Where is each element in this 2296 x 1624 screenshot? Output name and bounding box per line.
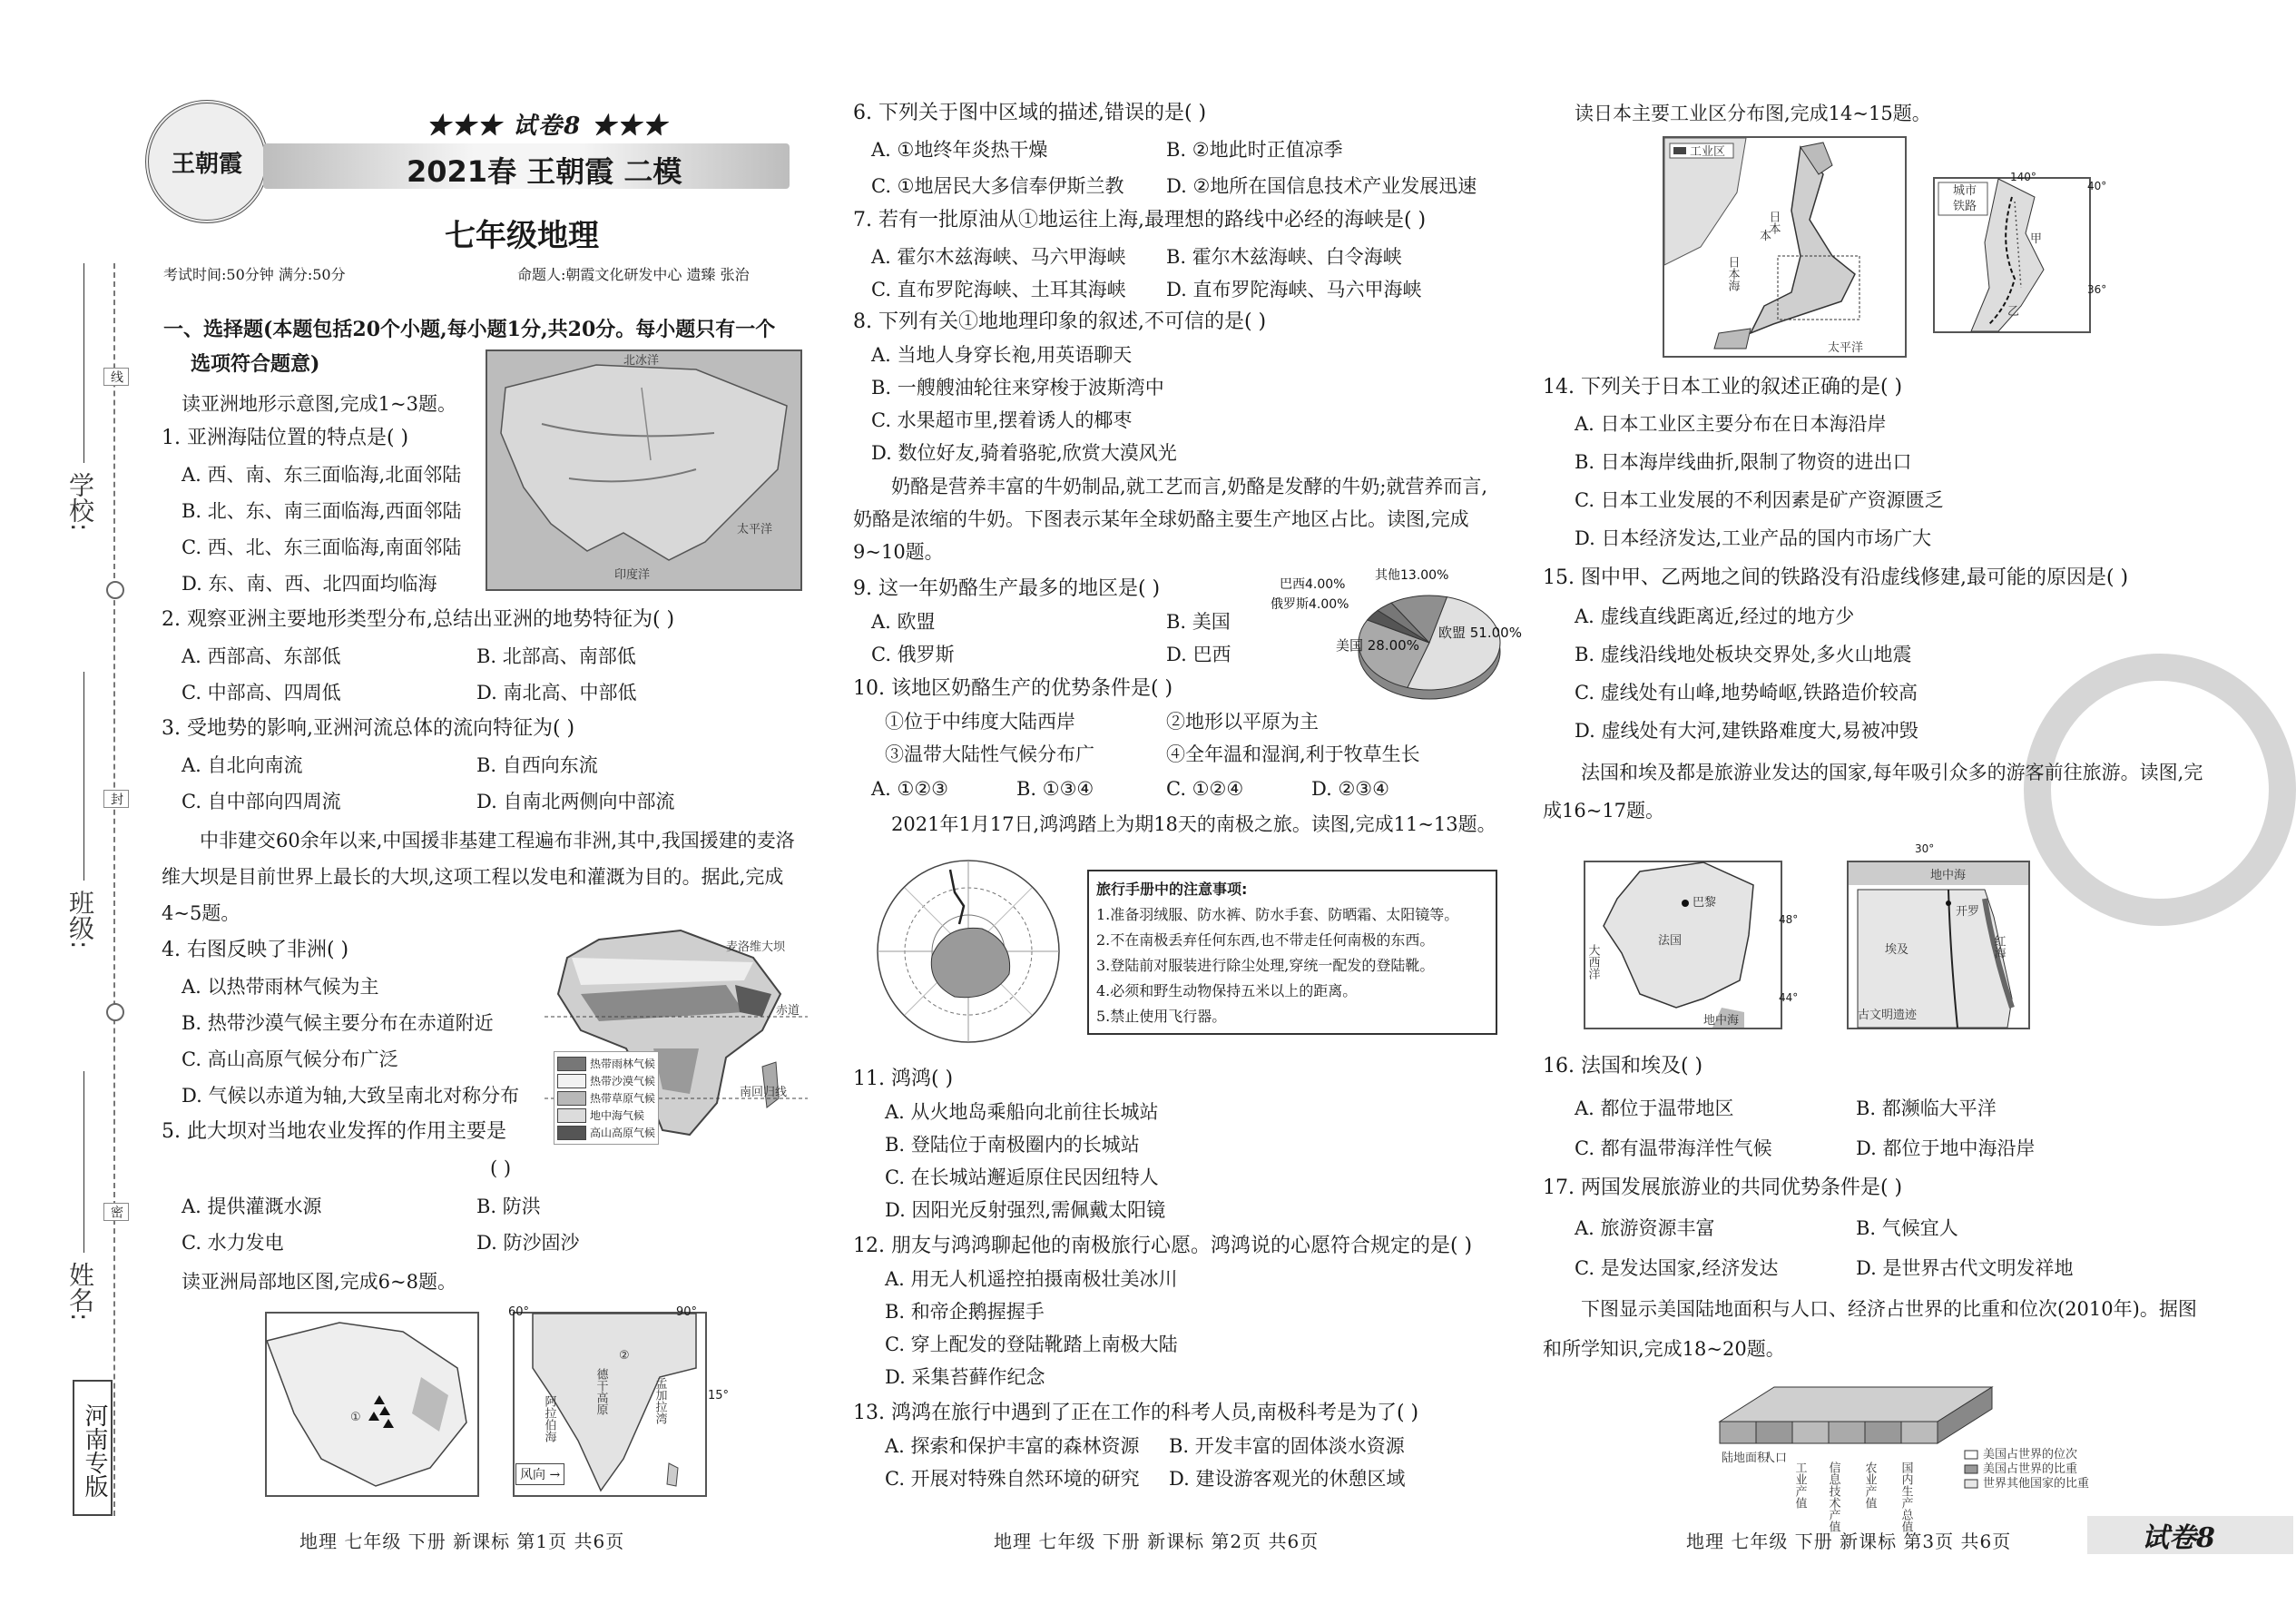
q5-option-b[interactable]: B. 防洪 <box>476 1196 541 1217</box>
q2-option-d[interactable]: D. 南北高、中部低 <box>476 682 637 704</box>
usa-legend-rank: 美国占世界的位次 <box>1983 1448 2078 1462</box>
q6-option-b[interactable]: B. ②地此时正值凉季 <box>1166 139 1343 161</box>
passage-9-10: 奶酪是营养丰富的牛奶制品,就工艺而言,奶酪是发酵的牛奶;就营养而言,奶酪是浓缩的牛奶。下图表示某年全球奶酪主要生产地区占比。读图,完成9~10题。 <box>853 476 1488 563</box>
q9-option-a[interactable]: A. 欧盟 <box>871 611 936 633</box>
mark-secret: 密 <box>103 1203 129 1221</box>
legend-label: 热带雨林气候 <box>590 1058 656 1070</box>
pie-label-brazil: 巴西4.00% <box>1280 577 1346 592</box>
svg-text:②: ② <box>619 1349 630 1363</box>
usa-share-figure <box>1720 1378 2090 1532</box>
eg-label: 埃及 <box>1885 943 1909 957</box>
q1-option-d[interactable]: D. 东、南、西、北四面均临海 <box>182 573 437 595</box>
pacific-label-jp: 太平洋 <box>1828 341 1864 355</box>
travel-note-item: 3.登陆前对服装进行除尘处理,穿统一配发的登陆靴。 <box>1096 957 1435 974</box>
q8-option-c[interactable]: C. 水果超市里,摆着诱人的椰枣 <box>871 409 1133 431</box>
q7-option-b[interactable]: B. 霍尔木兹海峡、白令海峡 <box>1166 246 1402 268</box>
lat44-label: 44° <box>1779 991 1799 1004</box>
q14-option-a[interactable]: A. 日本工业区主要分布在日本海沿岸 <box>1575 413 1887 435</box>
middle-east-map <box>265 1312 479 1497</box>
q9-option-d[interactable]: D. 巴西 <box>1166 644 1231 665</box>
q1-option-b[interactable]: B. 北、东、南三面临海,西面邻陆 <box>182 500 462 522</box>
q4-option-c[interactable]: C. 高山高原气候分布广泛 <box>182 1048 398 1070</box>
usa-ind-label: 工业产值 <box>1792 1462 1807 1509</box>
pie-label-eu: 欧盟 51.00% <box>1438 625 1522 641</box>
indian-label: 印度洋 <box>614 568 651 582</box>
binding-line <box>113 263 115 1516</box>
section-heading-2: 选项符合题意) <box>191 352 320 376</box>
lon90-label: 90° <box>676 1305 698 1319</box>
arab-sea-label: 阿拉伯海 <box>542 1395 556 1442</box>
q4-option-d[interactable]: D. 气候以赤道为轴,大致呈南北对称分布 <box>182 1085 520 1107</box>
meta-left: 考试时间:50分钟 满分:50分 <box>163 266 346 283</box>
footer-page-2: 地理 七年级 下册 新课标 第2页 共6页 <box>994 1530 1320 1552</box>
star-icon: ★★★ <box>582 113 669 140</box>
q17-option-d[interactable]: D. 是世界古代文明发祥地 <box>1856 1257 2074 1279</box>
travel-notes-box <box>1087 870 1497 1035</box>
q17-stem: 17. 两国发展旅游业的共同优势条件是( ) <box>1543 1176 1903 1199</box>
q2-stem: 2. 观察亚洲主要地形类型分布,总结出亚洲的地势特征为( ) <box>162 608 675 631</box>
japan-map <box>1663 136 1907 358</box>
q6-option-a[interactable]: A. ①地终年炎热干燥 <box>871 139 1048 161</box>
pie-label-other: 其他13.00% <box>1375 568 1449 583</box>
atlantic-label: 大西洋 <box>1585 944 1600 979</box>
tropic-label: 南回归线 <box>740 1086 788 1099</box>
subject-title: 七年级地理 <box>445 218 599 254</box>
lat48-label: 48° <box>1779 913 1799 926</box>
travel-note-item: 4.必须和野生动物保持五米以上的距离。 <box>1096 982 1358 999</box>
q16-option-b[interactable]: B. 都濒临大平洋 <box>1856 1097 1997 1119</box>
q8-stem: 8. 下列有关①地地理印象的叙述,不可信的是( ) <box>853 310 1267 333</box>
japan-inset-map <box>1933 177 2091 333</box>
japan-map-svg <box>1664 138 1905 356</box>
q13-option-c[interactable]: C. 开展对特殊自然环境的研究 <box>885 1468 1140 1490</box>
intro-1-3: 读亚洲地形示意图,完成1~3题。 <box>182 393 456 415</box>
site-label: 古文明遗迹 <box>1858 1009 1918 1022</box>
usa-legend-share: 美国占世界的比重 <box>1983 1462 2078 1476</box>
q10-item-2: ②地形以平原为主 <box>1166 711 1319 733</box>
q4-stem: 4. 右图反映了非洲( ) <box>162 939 349 961</box>
jp-label-2: 日本 <box>1766 211 1781 234</box>
lon60-label: 60° <box>508 1305 530 1319</box>
q6-option-c[interactable]: C. ①地居民大多信奉伊斯兰教 <box>871 175 1124 197</box>
q9-option-b[interactable]: B. 美国 <box>1166 611 1231 633</box>
q10-item-4: ④全年温和湿润,利于牧草生长 <box>1166 743 1420 765</box>
sea-label: 日本海 <box>1725 256 1740 291</box>
q14-stem: 14. 下列关于日本工业的叙述正确的是( ) <box>1543 376 1903 399</box>
q16-stem: 16. 法国和埃及( ) <box>1543 1055 1703 1078</box>
arctic-label: 北冰洋 <box>623 354 660 368</box>
travel-note-item: 1.准备羽绒服、防水裤、防水手套、防晒霜、太阳镜等。 <box>1096 906 1459 923</box>
passage-4-5: 中非建交60余年以来,中国援非基建工程遍布非洲,其中,我国援建的麦洛维大坝是目前世界上最长的大坝,这项工程以发电和灌溉为目的。据此,完成4~5题。 <box>162 830 795 924</box>
jia-label: 甲 <box>2030 232 2043 246</box>
q14-option-c[interactable]: C. 日本工业发展的不利因素是矿产资源匮乏 <box>1575 489 1944 511</box>
q8-option-b[interactable]: B. 一艘艘油轮往来穿梭于波斯湾中 <box>871 377 1164 399</box>
footer-page-1: 地理 七年级 下册 新课标 第1页 共6页 <box>299 1530 625 1552</box>
legend-row <box>557 1072 655 1089</box>
legend-label: 热带沙漠气候 <box>590 1075 656 1088</box>
q12-option-c[interactable]: C. 穿上配发的登陆靴踏上南极大陆 <box>885 1334 1178 1355</box>
cairo-label: 开罗 <box>1956 905 1980 919</box>
q12-option-d[interactable]: D. 采集苔藓作纪念 <box>885 1366 1045 1388</box>
q15-stem: 15. 图中甲、乙两地之间的铁路没有沿虚线修建,最可能的原因是( ) <box>1543 566 2129 589</box>
jp-label: 本 <box>1760 230 1772 243</box>
q5-option-c[interactable]: C. 水力发电 <box>182 1232 284 1254</box>
footer-exam-tag <box>2087 1516 2293 1554</box>
mark-line: 线 <box>103 368 129 386</box>
q16-option-c[interactable]: C. 都有温带海洋性气候 <box>1575 1137 1772 1159</box>
travel-notes-title: 旅行手册中的注意事项: <box>1096 881 1248 898</box>
lat40-label: 40° <box>2087 180 2107 192</box>
q17-option-c[interactable]: C. 是发达国家,经济发达 <box>1575 1257 1779 1279</box>
meta-right: 命题人:朝霞文化研发中心 遗臻 张治 <box>517 266 750 283</box>
travel-note-item: 5.禁止使用飞行器。 <box>1096 1008 1227 1025</box>
legend-row <box>557 1107 655 1124</box>
main-title: 2021春 王朝霞 二模 <box>407 154 682 189</box>
q16-option-d[interactable]: D. 都位于地中海沿岸 <box>1856 1137 2036 1159</box>
class-label: 班级: <box>65 890 95 950</box>
q12-stem: 12. 朋友与鸿鸿聊起他的南极旅行心愿。鸿鸿说的心愿符合规定的是( ) <box>853 1235 1473 1257</box>
logo-text: 王朝霞 <box>171 150 242 178</box>
cheese-pie-chart <box>1271 563 1522 699</box>
japan-legend-industry: 工业区 <box>1690 145 1726 159</box>
q10-option-d[interactable]: D. ②③④ <box>1311 778 1389 800</box>
legend-label: 热带草原气候 <box>590 1092 656 1105</box>
lon140-label: 140° <box>2010 171 2036 183</box>
q6-option-d[interactable]: D. ②地所在国信息技术产业发展迅速 <box>1166 175 1477 197</box>
usa-it-label: 信息技术产值 <box>1826 1462 1840 1532</box>
q5-paren: ( ) <box>490 1157 512 1179</box>
q2-option-a[interactable]: A. 西部高、东部低 <box>182 645 341 667</box>
q11-stem: 11. 鸿鸿( ) <box>853 1068 954 1090</box>
q8-option-d[interactable]: D. 数位好友,骑着骆驼,欣赏大漠风光 <box>871 442 1177 464</box>
yi-label: 乙 <box>2007 305 2020 319</box>
legend-label: 地中海气候 <box>590 1109 645 1122</box>
q7-option-a[interactable]: A. 霍尔木兹海峡、马六甲海峡 <box>871 246 1126 268</box>
q7-option-c[interactable]: C. 直布罗陀海峡、土耳其海峡 <box>871 279 1126 300</box>
asia-map-svg <box>487 351 800 589</box>
legend-row <box>557 1055 655 1072</box>
lon30-label: 30° <box>1915 842 1935 855</box>
pacific-label: 太平洋 <box>737 523 773 536</box>
footer-page-3: 地理 七年级 下册 新课标 第3页 共6页 <box>1686 1530 2012 1552</box>
lat15-label: 15° <box>708 1389 730 1403</box>
binding-hole-2 <box>106 1003 124 1021</box>
q6-stem: 6. 下列关于图中区域的描述,错误的是( ) <box>853 102 1207 124</box>
q9-option-c[interactable]: C. 俄罗斯 <box>871 644 955 665</box>
q10-option-c[interactable]: C. ①②④ <box>1166 778 1244 800</box>
footer-tag-text: 试卷8 <box>2142 1522 2215 1554</box>
binding-hole-1 <box>106 581 124 599</box>
passage-11-13: 2021年1月17日,鸿鸿踏上为期18天的南极之旅。读图,完成11~13题。 <box>891 813 1496 835</box>
q10-option-b[interactable]: B. ①③④ <box>1016 778 1094 800</box>
q2-option-c[interactable]: C. 中部高、四周低 <box>182 682 341 704</box>
paris-label: 巴黎 <box>1693 896 1717 910</box>
usa-share-svg <box>1720 1378 2090 1532</box>
name-blank <box>83 1071 84 1253</box>
q5-stem: 5. 此大坝对当地农业发挥的作用主要是 <box>162 1120 506 1143</box>
q13-stem: 13. 鸿鸿在旅行中遇到了正在工作的科考人员,南极科考是为了( ) <box>853 1402 1419 1424</box>
usa-pop-label: 人口 <box>1763 1452 1788 1465</box>
q3-option-c[interactable]: C. 自中部向四周流 <box>182 791 341 812</box>
section-heading: 一、选择题(本题包括20个小题,每小题1分,共20分。每小题只有一个 <box>163 318 776 341</box>
q15-option-c[interactable]: C. 虚线处有山峰,地势崎岖,铁路造价较高 <box>1575 682 1918 704</box>
q5-option-a[interactable]: A. 提供灌溉水源 <box>182 1196 322 1217</box>
name-label: 姓名: <box>65 1262 95 1322</box>
svg-text:①: ① <box>350 1411 361 1424</box>
equator-label: 赤道 <box>776 1004 800 1018</box>
q14-option-d[interactable]: D. 日本经济发达,工业产品的国内市场广大 <box>1575 527 1932 549</box>
q10-option-a[interactable]: A. ①②③ <box>871 778 948 800</box>
passage-16-17: 法国和埃及都是旅游业发达的国家,每年吸引众多的游客前往旅游。读图,完成16~17题。 <box>1543 762 2203 822</box>
middle-east-map-svg <box>267 1314 477 1495</box>
q15-option-d[interactable]: D. 虚线处有大河,建铁路难度大,易被冲毁 <box>1575 720 1918 742</box>
q17-option-a[interactable]: A. 旅游资源丰富 <box>1575 1217 1715 1239</box>
france-map-svg <box>1585 862 1781 1028</box>
inset-legend-rail: 铁路 <box>1953 200 1977 213</box>
q8-option-a[interactable]: A. 当地人身穿长袍,用英语聊天 <box>871 344 1133 366</box>
q1-option-c[interactable]: C. 西、北、东三面临海,南面邻陆 <box>182 536 462 558</box>
q11-option-b[interactable]: B. 登陆位于南极圈内的长城站 <box>885 1134 1140 1156</box>
egypt-map-svg <box>1849 862 2028 1028</box>
q13-option-d[interactable]: D. 建设游客观光的休憩区域 <box>1169 1468 1406 1490</box>
asia-map <box>486 349 802 591</box>
bengal-label: 孟加拉湾 <box>652 1377 667 1424</box>
star-icon: ★★★ <box>427 113 514 140</box>
lat36-label: 36° <box>2087 283 2107 296</box>
antarctica-map-svg <box>864 851 1073 1049</box>
q3-option-d[interactable]: D. 自南北两侧向中部流 <box>476 791 675 812</box>
q10-stem: 10. 该地区奶酪生产的优势条件是( ) <box>853 677 1173 700</box>
q13-option-b[interactable]: B. 开发丰富的固体淡水资源 <box>1169 1435 1405 1457</box>
q4-option-a[interactable]: A. 以热带雨林气候为主 <box>182 976 379 998</box>
antarctica-map <box>864 851 1073 1049</box>
japan-inset-svg <box>1935 179 2089 331</box>
q4-option-b[interactable]: B. 热带沙漠气候主要分布在赤道附近 <box>182 1012 494 1034</box>
q11-option-a[interactable]: A. 从火地岛乘船向北前往长城站 <box>885 1101 1159 1123</box>
q3-option-b[interactable]: B. 自西向东流 <box>476 754 598 776</box>
q12-option-b[interactable]: B. 和帝企鹅握握手 <box>885 1301 1045 1323</box>
q17-option-b[interactable]: B. 气候宜人 <box>1856 1217 1958 1239</box>
legend-row <box>557 1089 655 1107</box>
school-label: 学校: <box>65 472 95 532</box>
q2-option-b[interactable]: B. 北部高、南部低 <box>476 645 636 667</box>
deccan-label: 德干高原 <box>594 1368 608 1415</box>
q7-option-d[interactable]: D. 直布罗陀海峡、马六甲海峡 <box>1166 279 1422 300</box>
q1-option-a[interactable]: A. 西、南、东三面临海,北面邻陆 <box>182 464 462 486</box>
usa-land-label: 陆地面积 <box>1722 1452 1770 1465</box>
q11-option-c[interactable]: C. 在长城站邂逅原住民因纽特人 <box>885 1166 1159 1188</box>
africa-legend <box>554 1051 659 1145</box>
q3-stem: 3. 受地势的影响,亚洲河流总体的流向特征为( ) <box>162 717 575 740</box>
exam-tag-text: 试卷8 <box>513 113 583 140</box>
egypt-map <box>1847 861 2030 1029</box>
redsea-label: 红海 <box>1991 935 2006 959</box>
q5-option-d[interactable]: D. 防沙固沙 <box>476 1232 580 1254</box>
legend-row <box>557 1124 655 1141</box>
q15-option-b[interactable]: B. 虚线沿线地处板块交界处,多火山地震 <box>1575 644 1912 665</box>
pie-label-us: 美国 28.00% <box>1336 637 1419 654</box>
q7-stem: 7. 若有一批原油从①地运往上海,最理想的路线中必经的海峡是( ) <box>853 209 1427 231</box>
intro-6-8: 读亚洲局部地区图,完成6~8题。 <box>182 1271 456 1293</box>
legend-label: 高山高原气候 <box>590 1127 656 1139</box>
medsea-label: 地中海 <box>1930 869 1967 882</box>
passage-18-20: 下图显示美国陆地面积与人口、经济占世界的比重和位次(2010年)。据图和所学知识,完成18~20题。 <box>1543 1298 2197 1360</box>
q15-option-a[interactable]: A. 虚线直线距离近,经过的地方少 <box>1575 605 1855 627</box>
q3-option-a[interactable]: A. 自北向南流 <box>182 754 303 776</box>
pie-label-russia: 俄罗斯4.00% <box>1271 597 1349 612</box>
q1-stem: 1. 亚洲海陆位置的特点是( ) <box>162 427 409 449</box>
q16-option-a[interactable]: A. 都位于温带地区 <box>1575 1097 1734 1119</box>
dam-label: 麦洛维大坝 <box>726 940 786 954</box>
med-label: 地中海 <box>1703 1014 1740 1028</box>
travel-note-item: 2.不在南极丢弃任何东西,也不带走任何南极的东西。 <box>1096 931 1435 949</box>
class-blank <box>83 672 84 881</box>
fr-label: 法国 <box>1658 934 1683 948</box>
q13-option-a[interactable]: A. 探索和保护丰富的森林资源 <box>885 1435 1140 1457</box>
wind-direction <box>515 1463 564 1485</box>
france-map <box>1584 861 1782 1029</box>
usa-gdp-label: 国内生产总值 <box>1899 1462 1913 1532</box>
intro-14-15: 读日本主要工业区分布图,完成14~15题。 <box>1575 103 1931 124</box>
exam-tag <box>427 107 668 141</box>
q14-option-b[interactable]: B. 日本海岸线曲折,限制了物资的进出口 <box>1575 451 1912 473</box>
inset-legend-city: 城市 <box>1953 184 1977 198</box>
arrow-right-icon: → <box>545 1468 561 1482</box>
region-badge: 河南专版 <box>73 1380 113 1516</box>
q10-item-3: ③温带大陆性气候分布广 <box>885 743 1094 765</box>
usa-agr-label: 农业产值 <box>1862 1462 1877 1509</box>
usa-legend-other: 世界其他国家的比重 <box>1983 1477 2090 1491</box>
q11-option-d[interactable]: D. 因阳光反射强烈,需佩戴太阳镜 <box>885 1199 1166 1221</box>
q9-stem: 9. 这一年奶酪生产最多的地区是( ) <box>853 577 1161 600</box>
q10-item-1: ①位于中纬度大陆西岸 <box>885 711 1075 733</box>
logo <box>145 100 269 223</box>
q12-option-a[interactable]: A. 用无人机遥控拍摄南极壮美冰川 <box>885 1268 1178 1290</box>
mark-seal: 封 <box>103 790 129 808</box>
school-blank <box>83 263 84 463</box>
wind-label: 风向 <box>520 1468 545 1482</box>
